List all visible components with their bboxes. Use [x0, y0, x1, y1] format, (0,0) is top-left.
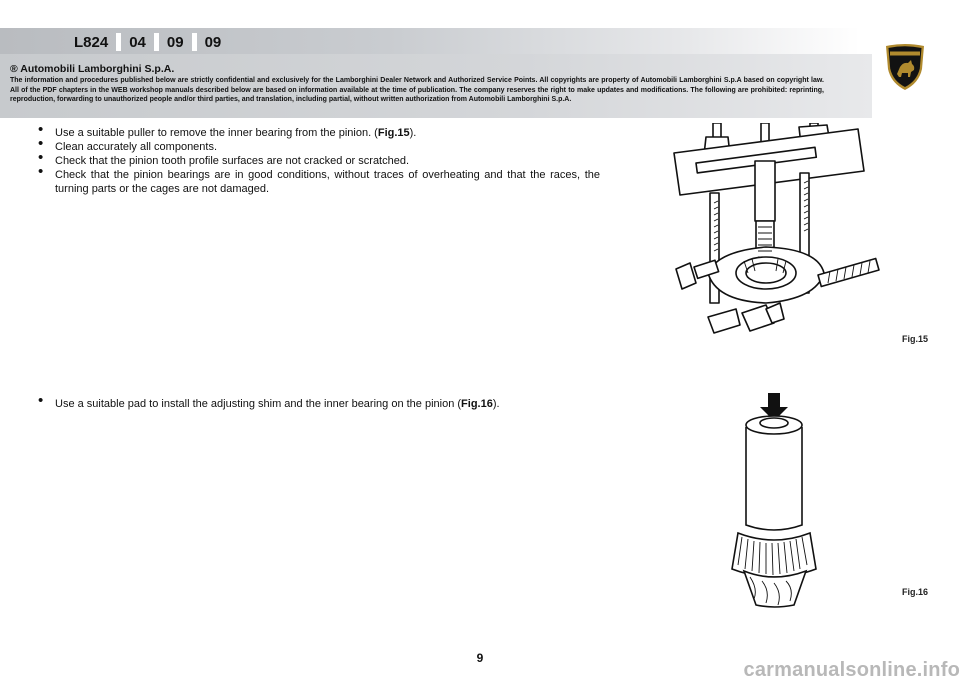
document-codes [68, 31, 227, 53]
bearing-puller-illustration [668, 123, 890, 341]
notice-body: The information and procedures published below are strictly confidential and exclusively for the Lamborghini Dealer Network and Authorized Service Points. All copyrights are property of Automobili Lamborghini S.p.A based on copyright law. All of the PDF chapters in the WEB workshop manuals described below are based on information available at the time of publication. The company reserves the right to make updates and modifications. The following are prohibited: reprinting, reproduction, forwarding to unauthorized people and/or third parties, and translation, including partial, without written authorization from Automobili Lamborghini S.p.A. [10, 77, 824, 103]
step-check-bearings: • Check that the pinion bearings are in good conditions, without traces of overheating and that the races, the turning parts or the cages are not damaged. [38, 168, 600, 196]
fig16-label: Fig.16 [902, 587, 929, 597]
code-group: 04 [129, 33, 146, 51]
step-install-bearing: • Use a suitable pad to install the adjusting shim and the inner bearing on the pinion (Fig.16). [38, 397, 638, 411]
code-separator [154, 33, 159, 51]
code-separator [116, 33, 121, 51]
fig15-reference: Fig.15 [377, 127, 410, 139]
step-check-teeth: • Check that the pinion tooth profile surfaces are not cracked or scratched. [38, 154, 600, 168]
code-section: 09 [204, 33, 222, 51]
code-model: L824 [74, 33, 109, 51]
lamborghini-shield-logo [884, 43, 926, 91]
notice-title: ® Automobili Lamborghini S.p.A. [10, 63, 175, 75]
code-subgroup: 09 [166, 33, 184, 51]
step-clean: • Clean accurately all components. [38, 140, 600, 154]
bearing-pad-illustration [728, 393, 838, 608]
code-separator [192, 33, 197, 51]
step-remove-bearing: • Use a suitable puller to remove the inner bearing from the pinion. (Fig.15). [38, 126, 600, 140]
removal-steps [38, 126, 600, 196]
page-number: 9 [476, 651, 484, 665]
copyright-notice [10, 63, 824, 105]
fig15-label: Fig.15 [902, 334, 929, 344]
fig16-reference: Fig.16 [461, 398, 493, 410]
watermark: carmanualsonline.info [743, 659, 960, 681]
